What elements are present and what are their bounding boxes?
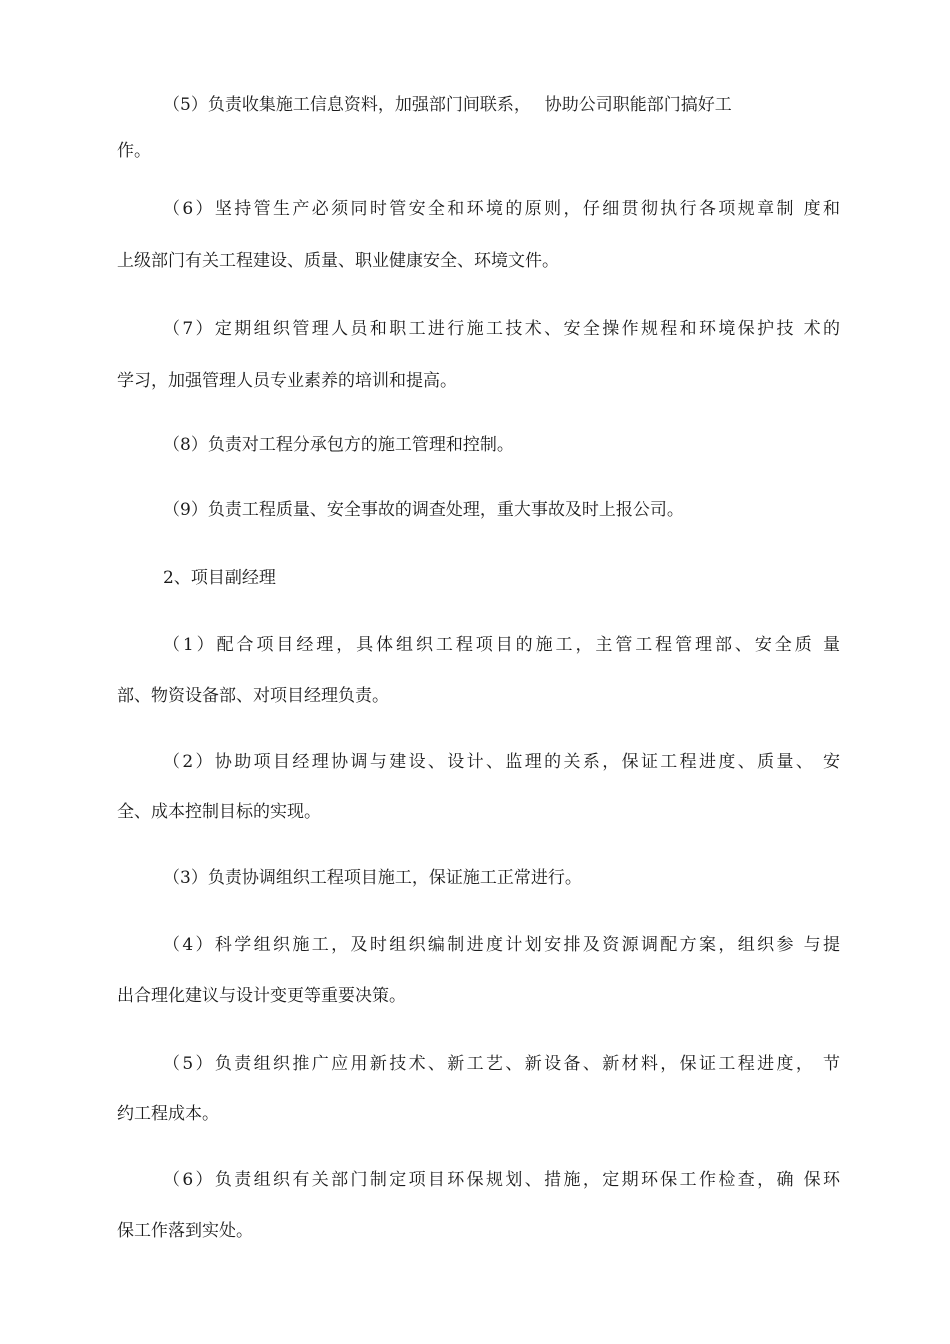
sub-paragraph-6-line-1: （6）负责组织有关部门制定项目环保规划、措施，定期环保工作检查，确 保环: [163, 1170, 840, 1190]
paragraph-9: （9）负责工程质量、安全事故的调查处理，重大事故及时上报公司。: [163, 500, 684, 520]
paragraph-6-line-1: （6）坚持管生产必须同时管安全和环境的原则，仔细贯彻执行各项规章制 度和: [163, 199, 840, 219]
sub-paragraph-5-line-1: （5）负责组织推广应用新技术、新工艺、新设备、新材料，保证工程进度， 节: [163, 1054, 840, 1074]
paragraph-5-line-2: 作。: [117, 141, 151, 161]
paragraph-5-line-1: （5）负责收集施工信息资料，加强部门间联系， 协助公司职能部门搞好工: [163, 95, 732, 115]
paragraph-8: （8）负责对工程分承包方的施工管理和控制。: [163, 435, 514, 455]
sub-paragraph-2-line-1: （2）协助项目经理协调与建设、设计、监理的关系，保证工程进度、质量、 安: [163, 752, 840, 772]
paragraph-6-line-2: 上级部门有关工程建设、质量、职业健康安全、环境文件。: [117, 251, 559, 271]
sub-paragraph-1-line-1: （1）配合项目经理，具体组织工程项目的施工，主管工程管理部、安全质 量: [163, 635, 840, 655]
sub-paragraph-6-line-2: 保工作落到实处。: [117, 1221, 253, 1241]
sub-paragraph-3: （3）负责协调组织工程项目施工，保证施工正常进行。: [163, 868, 582, 888]
sub-paragraph-1-line-2: 部、物资设备部、对项目经理负责。: [117, 686, 389, 706]
paragraph-7-line-2: 学习，加强管理人员专业素养的培训和提高。: [117, 371, 457, 391]
sub-paragraph-4-line-2: 出合理化建议与设计变更等重要决策。: [117, 986, 406, 1006]
sub-paragraph-4-line-1: （4）科学组织施工，及时组织编制进度计划安排及资源调配方案，组织参 与提: [163, 935, 840, 955]
paragraph-7-line-1: （7）定期组织管理人员和职工进行施工技术、安全操作规程和环境保护技 术的: [163, 319, 840, 339]
sub-paragraph-2-line-2: 全、成本控制目标的实现。: [117, 802, 321, 822]
section-heading: 2、项目副经理: [163, 568, 276, 588]
sub-paragraph-5-line-2: 约工程成本。: [117, 1104, 219, 1124]
